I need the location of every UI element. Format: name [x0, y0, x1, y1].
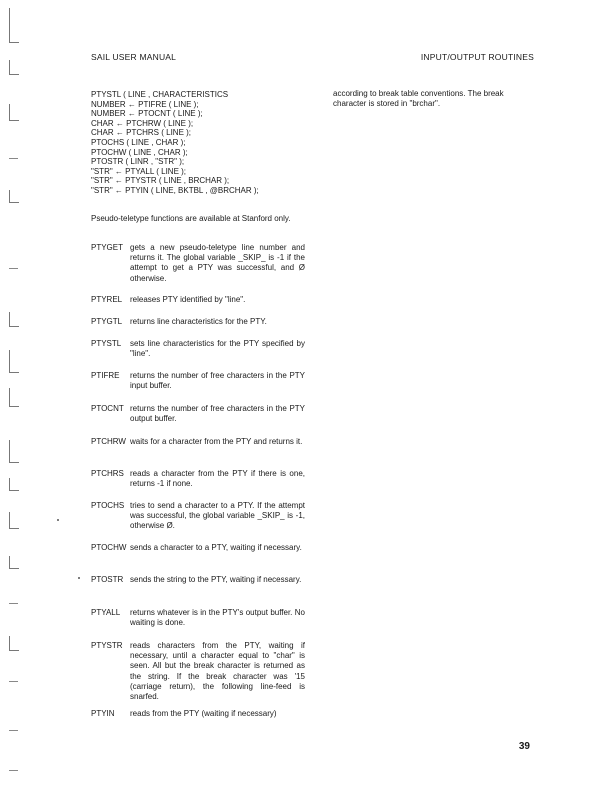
margin-mark: [9, 636, 19, 651]
margin-mark: [9, 512, 19, 529]
function-name: PTYGET: [91, 243, 124, 252]
intro-paragraph: Pseudo-teletype functions are available at Stanford only.: [91, 214, 291, 223]
margin-mark: [9, 8, 19, 43]
scan-speck: [78, 577, 80, 579]
margin-mark: [9, 556, 19, 569]
synopsis-line: PTOCHW ( LINE , CHAR );: [91, 147, 188, 157]
running-header-section: INPUT/OUTPUT ROUTINES: [420, 52, 534, 62]
function-description: sends the string to the PTY, waiting if necessary.: [130, 575, 302, 584]
margin-mark: [9, 104, 19, 121]
function-entry: [91, 543, 305, 553]
function-entry: [91, 371, 305, 391]
running-header-title: SAIL USER MANUAL: [91, 52, 177, 62]
function-entry: [91, 469, 305, 489]
function-description: returns the number of free characters in the PTY input buffer.: [130, 371, 305, 391]
function-entry: [91, 243, 305, 284]
margin-mark: [9, 603, 18, 604]
function-name: PTYREL: [91, 295, 123, 304]
synopsis-line: PTOSTR ( LINR , "STR" );: [91, 157, 185, 167]
margin-mark: [9, 312, 19, 327]
function-description: sets line characteristics for the PTY specified by "line".: [130, 339, 305, 359]
margin-mark: [9, 350, 19, 373]
synopsis-line: PTOCHS ( LINE , CHAR );: [91, 137, 186, 147]
function-name: PTOCNT: [91, 404, 124, 413]
page-number: 39: [518, 741, 530, 752]
synopsis-line: CHAR ← PTCHRW ( LINE );: [91, 118, 194, 128]
function-description: reads from the PTY (waiting if necessary): [130, 709, 277, 718]
function-entry: [91, 295, 305, 305]
function-entry: [91, 641, 305, 702]
function-name: PTYSTL: [91, 339, 122, 348]
function-description: tries to send a character to a PTY. If the attempt was successful, the global variable _SKIP_ is -1, otherwise Ø.: [130, 501, 305, 531]
synopsis-line: NUMBER ← PTIFRE ( LINE );: [91, 99, 199, 109]
margin-mark: [9, 478, 19, 491]
function-entry: [91, 608, 305, 628]
margin-mark: [9, 268, 18, 269]
function-entry: [91, 339, 305, 359]
function-entry: [91, 575, 305, 585]
margin-mark: [9, 730, 18, 731]
margin-mark: [9, 770, 18, 771]
synopsis-line: PTYSTL ( LINE , CHARACTERISTICS: [91, 90, 229, 99]
margin-mark: [9, 158, 18, 159]
function-name: PTOCHW: [91, 543, 127, 552]
margin-mark: [9, 681, 18, 682]
function-entry: [91, 437, 305, 447]
function-description: reads a character from the PTY if there is one, returns -1 if none.: [130, 469, 305, 489]
function-name: PTCHRW: [91, 437, 126, 446]
function-description: releases PTY identified by "line".: [130, 295, 246, 304]
margin-mark: [9, 440, 19, 463]
synopsis-line: "STR" ← PTYALL ( LINE );: [91, 166, 187, 176]
function-name: PTYGTL: [91, 317, 123, 326]
function-description: returns the number of free characters in the PTY output buffer.: [130, 404, 305, 424]
function-name: PTCHRS: [91, 469, 124, 478]
function-entry: [91, 709, 305, 719]
function-name: PTYSTR: [91, 641, 123, 650]
margin-mark: [9, 190, 19, 203]
synopsis-line: "STR" ← PTYIN ( LINE, BKTBL , @BRCHAR );: [91, 185, 259, 195]
margin-mark: [9, 388, 19, 407]
right-column-text: according to break table conventions. The break character is stored in "brchar".: [333, 89, 504, 108]
function-name: PTYALL: [91, 608, 121, 617]
function-name: PTOCHS: [91, 501, 125, 510]
function-entry: [91, 404, 305, 424]
function-description: returns line characteristics for the PTY.: [130, 317, 267, 326]
function-description: gets a new pseudo-teletype line number and returns it. The global variable _SKIP_ is -1 if the attempt to get a PTY was successful, and Ø otherwise.: [130, 243, 305, 283]
function-name: PTIFRE: [91, 371, 120, 380]
margin-mark: [9, 60, 19, 75]
function-name: PTYIN: [91, 709, 115, 718]
function-entry: [91, 317, 305, 327]
function-name: PTOSTR: [91, 575, 124, 584]
synopsis-line: CHAR ← PTCHRS ( LINE );: [91, 128, 192, 138]
function-description: reads characters from the PTY, waiting if necessary, until a character equal to "char" is seen. All but the break character is returned as the string. If the break character was '15 (carriage return), the following line-feed is snarfed.: [130, 641, 305, 702]
function-synopsis: [91, 90, 259, 196]
scan-speck: [57, 519, 59, 521]
function-entry: [91, 501, 305, 532]
function-description: sends a character to a PTY, waiting if necessary.: [130, 543, 302, 552]
function-description: returns whatever is in the PTY's output buffer. No waiting is done.: [130, 608, 305, 628]
synopsis-line: "STR" ← PTYSTR ( LINE , BRCHAR );: [91, 176, 230, 186]
synopsis-line: NUMBER ← PTOCNT ( LINE );: [91, 109, 203, 119]
function-description: waits for a character from the PTY and returns it.: [130, 437, 303, 446]
